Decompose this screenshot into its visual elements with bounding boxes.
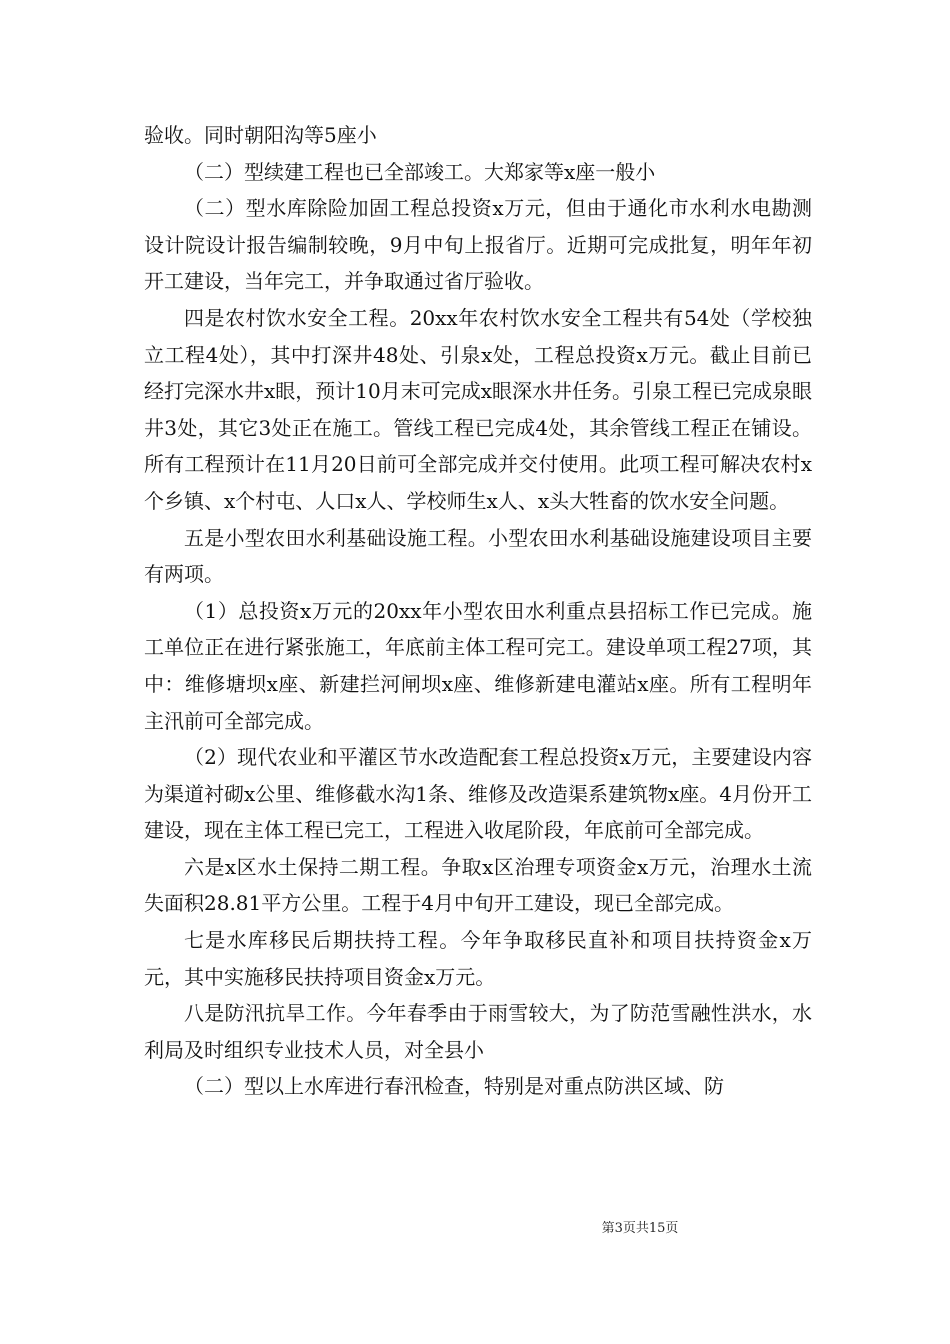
paragraph-5: 五是小型农田水利基础设施工程。小型农田水利基础设施建设项目主要有两项。: [144, 525, 812, 587]
paragraph-4: 四是农村饮水安全工程。20xx年农村饮水安全工程共有54处（学校独立工程4处），其中打深井48处、引泉x处，工程总投资x万元。截止目前已经打完深水井x眼，预计10月末可完成x眼深水井任务。引泉工程已完成泉眼井3处，其它3处正在施工。管线工程已完成4处，其余管线工程正在铺设。所有工程预计在11月20日前可全部完成并交付使用。此项工程可解决农村x个乡镇、x个村屯、人口x人、学校师生x人、x头大牲畜的饮水安全问题。: [144, 305, 813, 513]
paragraph-11: （二）型以上水库进行春汛检查，特别是对重点防洪区域、防: [184, 1074, 724, 1099]
paragraph-10: 八是防汛抗旱工作。今年春季由于雨雪较大，为了防范雪融性洪水，水利局及时组织专业技术人员，对全县小: [144, 1001, 812, 1062]
paragraph-8: 六是x区水土保持二期工程。争取x区治理专项资金x万元，治理水土流失面积28.81平方公里。工程于4月中旬开工建设，现已全部完成。: [144, 854, 812, 916]
paragraph-3: （二）型水库除险加固工程总投资x万元，但由于通化市水利水电勘测设计院设计报告编制较晚，9月中旬上报省厅。近期可完成批复，明年年初开工建设，当年完工，并争取通过省厅验收。: [144, 196, 812, 294]
paragraph-9: 七是水库移民后期扶持工程。今年争取移民直补和项目扶持资金x万元，其中实施移民扶持项目资金x万元。: [144, 928, 812, 989]
paragraph-2: （二）型续建工程也已全部竣工。大郑家等x座一般小: [184, 159, 656, 184]
paragraph-7: （2）现代农业和平灌区节水改造配套工程总投资x万元，主要建设内容为渠道衬砌x公里、维修截水沟1条、维修及改造渠系建筑物x座。4月份开工建设，现在主体工程已完工，工程进入收尾阶段，年底前可全部完成。: [144, 745, 813, 843]
paragraph-1: 验收。同时朝阳沟等5座小: [144, 123, 377, 147]
page-number-footer: 第3页共15页: [601, 1221, 679, 1236]
paragraph-6: （1）总投资x万元的20xx年小型农田水利重点县招标工作已完成。施工单位正在进行紧张施工，年底前主体工程可完工。建设单项工程27项，其中：维修塘坝x座、新建拦河闸坝x座、维修新建电灌站x座。所有工程明年主汛前可全部完成。: [144, 598, 812, 733]
document-body: [144, 117, 812, 1105]
